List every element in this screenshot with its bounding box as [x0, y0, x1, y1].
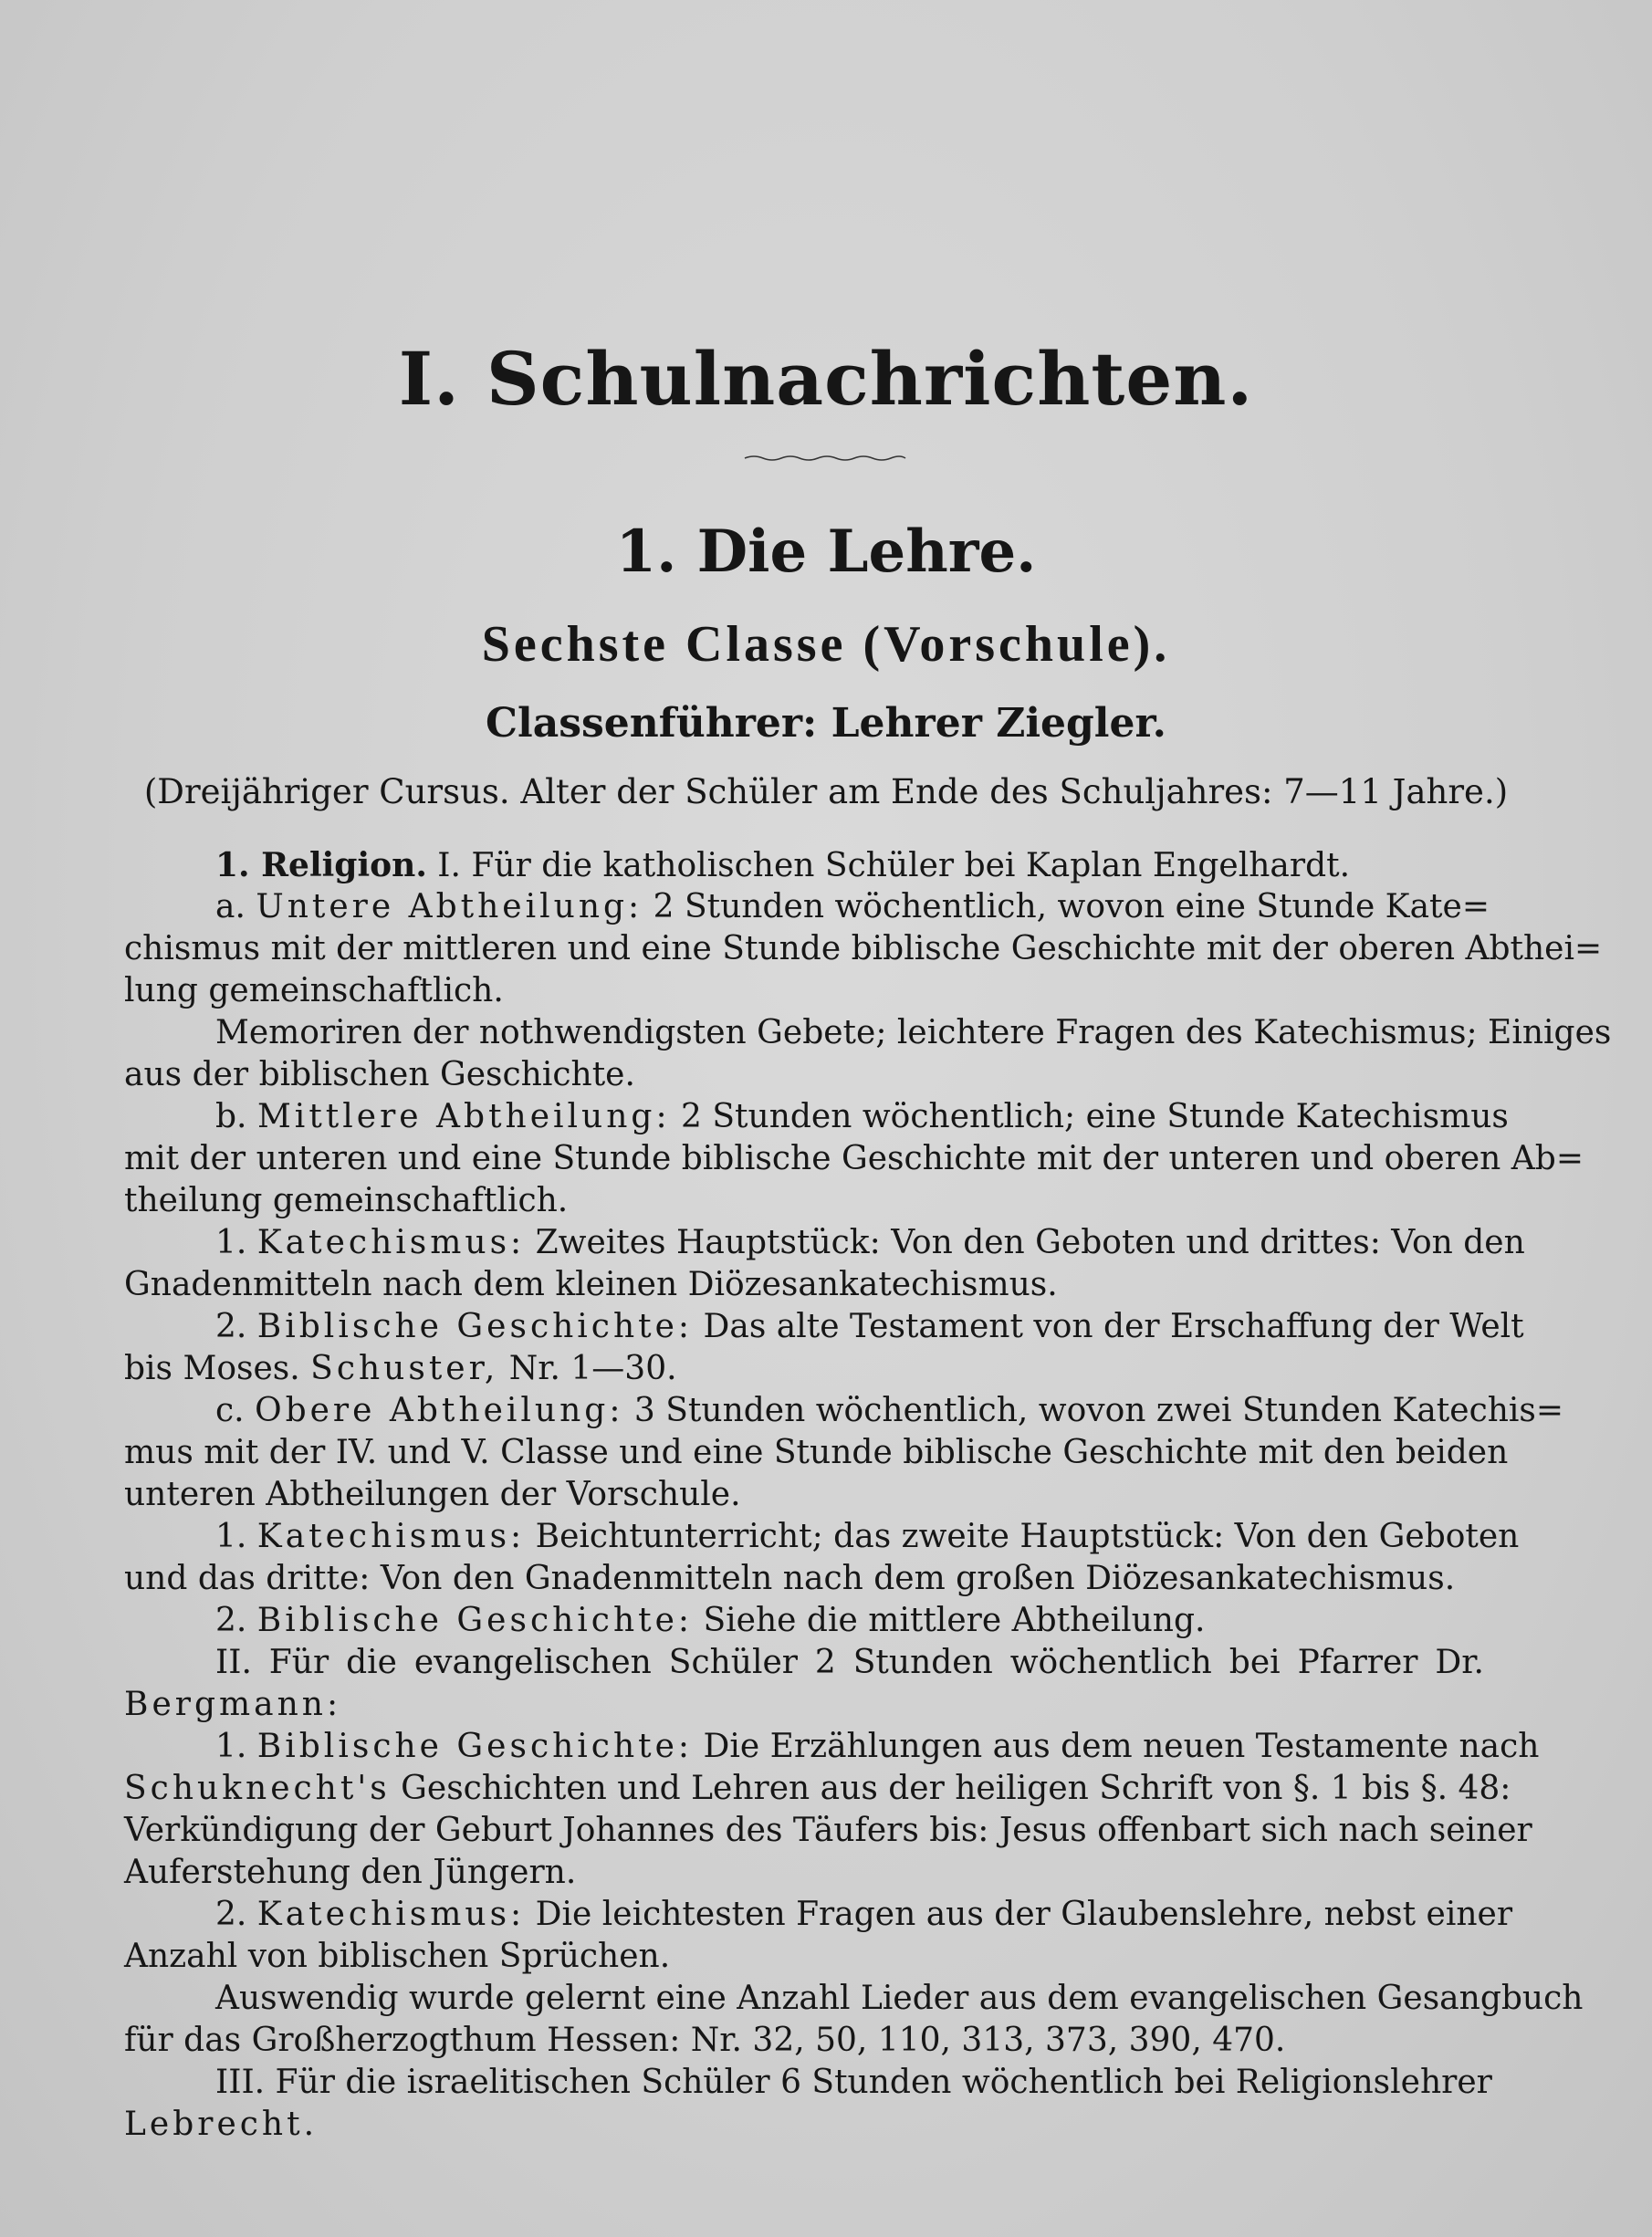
text-line: aus der biblischen Geschichte.: [124, 1056, 635, 1093]
spaced-label: Katechismus:: [256, 1518, 526, 1555]
class-title: Sechste Classe (Vorschule).: [481, 616, 1171, 673]
text-line: Bergmann:: [124, 1686, 342, 1723]
line-text: Beichtunterricht; das zweite Hauptstück: Von den Geboten: [525, 1518, 1520, 1555]
spaced-label: Untere Abtheilung:: [256, 888, 643, 925]
text-line: Anzahl von biblischen Sprüchen.: [124, 1938, 671, 1975]
text-line: [124, 1348, 1484, 1390]
line-text: Siehe die mittlere Abtheilung.: [693, 1602, 1206, 1639]
line-text: Die leichtesten Fragen aus der Glaubenslehre, nebst einer: [525, 1896, 1513, 1933]
line-text: Zweites Hauptstück: Von den Geboten und drittes: Von den: [525, 1224, 1525, 1261]
class-leader: Classenführer: Lehrer Ziegler.: [486, 700, 1166, 747]
item-marker: a.: [215, 888, 256, 925]
item-marker: 1.: [215, 1518, 257, 1555]
body-text: [124, 844, 1612, 2146]
spaced-label: Katechismus:: [256, 1224, 526, 1261]
text-line: II. Für die evangelischen Schüler 2 Stunden wöchentlich bei Pfarrer Dr.: [215, 1644, 1484, 1681]
text-line: [124, 1306, 1524, 1348]
line-text: 2 Stunden wöchentlich; eine Stunde Katechismus: [670, 1098, 1509, 1135]
section-title: 1. Die Lehre.: [615, 517, 1037, 586]
course-info: (Dreijähriger Cursus. Alter der Schüler am Ende des Schuljahres: 7—11 Jahre.): [143, 772, 1509, 811]
line-text: 3 Stunden wöchentlich, wovon zwei Stunden Katechis=: [623, 1392, 1564, 1429]
item-marker: 2.: [215, 1602, 257, 1639]
text-line: Verkündigung der Geburt Johannes des Täufers bis: Jesus offenbart sich nach seiner: [124, 1812, 1532, 1849]
item-marker: b.: [215, 1098, 257, 1135]
text-line: mit der unteren und eine Stunde biblische Geschichte mit der unteren und oberen Ab=: [124, 1140, 1584, 1177]
line-text: I. Für die katholischen Schüler bei Kaplan Engelhardt.: [426, 847, 1351, 884]
text-line: [124, 1726, 1540, 1768]
text-line: und das dritte: Von den Gnadenmitteln nach dem großen Diözesankatechismus.: [124, 1560, 1456, 1597]
text-line: III. Für die israelitischen Schüler 6 Stunden wöchentlich bei Religionslehrer: [215, 2064, 1492, 2101]
text-line: [124, 1096, 1509, 1138]
text-line: theilung gemeinschaftlich.: [124, 1182, 569, 1219]
text-line: [124, 886, 1490, 928]
text-line: [124, 1516, 1520, 1558]
spaced-label: Obere Abtheilung:: [255, 1392, 624, 1429]
spaced-label: Katechismus:: [256, 1896, 526, 1933]
item-marker: 1.: [215, 1728, 257, 1765]
spaced-label: Biblische Geschichte:: [256, 1728, 694, 1765]
line-text: Das alte Testament von der Erschaffung der Welt: [693, 1308, 1524, 1345]
spaced-label: Schuster,: [310, 1350, 499, 1387]
spaced-label: Biblische Geschichte:: [256, 1602, 694, 1639]
item-marker: 2.: [215, 1896, 257, 1933]
text-line: chismus mit der mittleren und eine Stunde biblische Geschichte mit der oberen Abthei=: [124, 930, 1603, 967]
text-line: Gnadenmitteln nach dem kleinen Diözesankatechismus.: [124, 1266, 1058, 1303]
text-line: für das Großherzogthum Hessen: Nr. 32, 50, 110, 313, 373, 390, 470.: [124, 2022, 1286, 2059]
religion-heading: 1. Religion.: [215, 846, 427, 884]
text-line: Auferstehung den Jüngern.: [124, 1854, 577, 1891]
item-marker: c.: [215, 1392, 256, 1429]
text-line: [124, 1390, 1564, 1432]
line-text: 2 Stunden wöchentlich, wovon eine Stunde Kate=: [643, 888, 1490, 925]
ornament-divider: [743, 454, 907, 463]
text-line: lung gemeinschaftlich.: [124, 972, 504, 1009]
text-line: unteren Abtheilungen der Vorschule.: [124, 1476, 741, 1513]
text-line: mus mit der IV. und V. Classe und eine Stunde biblische Geschichte mit den beiden: [124, 1434, 1509, 1471]
text-line: [124, 1894, 1513, 1936]
text-line: [124, 1768, 1511, 1810]
line-text: bis Moses.: [124, 1350, 311, 1387]
main-title: I. Schulnachrichten.: [398, 336, 1254, 422]
spaced-label: Biblische Geschichte:: [256, 1308, 694, 1345]
spaced-label: Mittlere Abtheilung:: [256, 1098, 671, 1135]
spaced-label: Schuknecht's: [124, 1770, 391, 1807]
text-line: [124, 1600, 1484, 1642]
line-text: Nr. 1—30.: [498, 1350, 677, 1387]
text-line: Lebrecht.: [124, 2106, 319, 2143]
text-line: [124, 844, 1484, 886]
text-line: [124, 1222, 1525, 1264]
item-marker: 1.: [215, 1224, 257, 1261]
line-text: Die Erzählungen aus dem neuen Testamente nach: [693, 1728, 1540, 1765]
text-line: Auswendig wurde gelernt eine Anzahl Lieder aus dem evangelischen Gesangbuch: [215, 1980, 1584, 2017]
line-text: Geschichten und Lehren aus der heiligen Schrift von §. 1 bis §. 48:: [390, 1770, 1511, 1807]
item-marker: 2.: [215, 1308, 257, 1345]
text-line: Memoriren der nothwendigsten Gebete; leichtere Fragen des Katechismus; Einiges: [215, 1014, 1612, 1051]
